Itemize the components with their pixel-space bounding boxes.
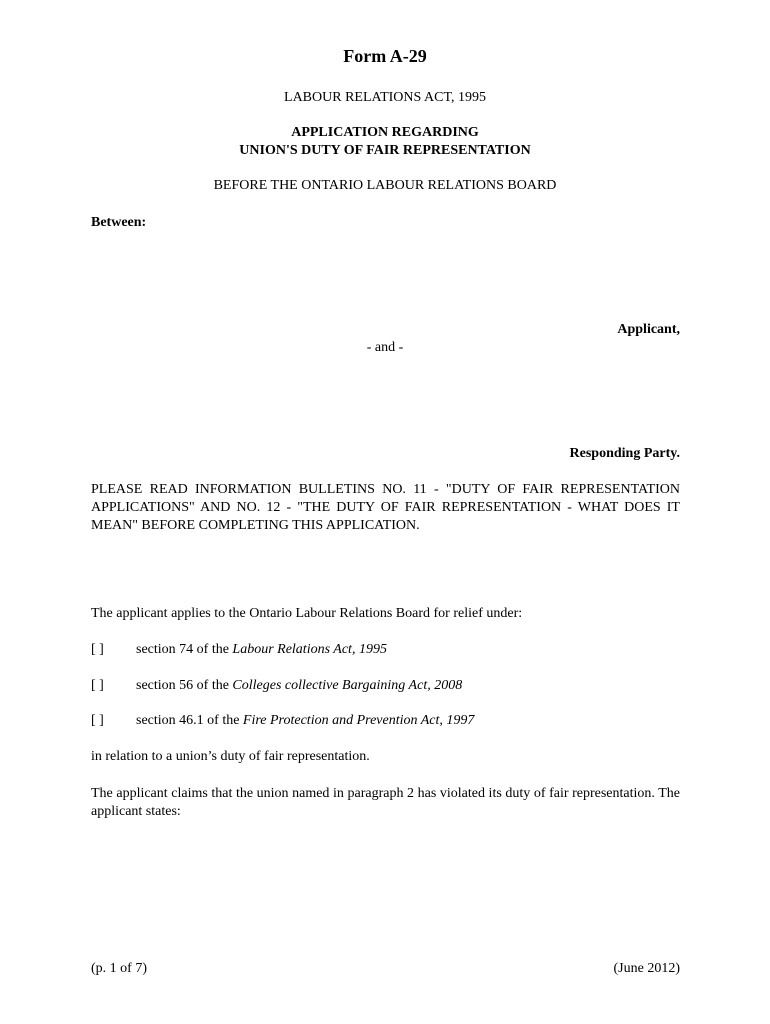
relief-option-1[interactable] xyxy=(91,642,691,658)
applicant-label: Applicant, xyxy=(617,322,680,337)
bulletin-notice: PLEASE READ INFORMATION BULLETINS NO. 11 - "DUTY OF FAIR REPRESENTATION APPLICATIONS" AND NO. 12 - "THE DUTY OF FAIR REPRESENTATION - WHAT DOES IT MEAN" BEFORE COMPLETING THIS APPLICATION. xyxy=(91,482,680,533)
checkbox-2[interactable]: [ ] xyxy=(91,678,104,693)
claims-paragraph: The applicant claims that the union named in paragraph 2 has violated its duty of fair representation. The applicant states: xyxy=(91,786,680,819)
responding-party-label: Responding Party. xyxy=(569,446,680,461)
option-1-prefix: section 74 of the xyxy=(136,642,233,657)
form-number: Form A-29 xyxy=(343,46,427,66)
board-line: BEFORE THE ONTARIO LABOUR RELATIONS BOARD xyxy=(213,178,557,193)
option-2-act: Colleges collective Bargaining Act, 2008 xyxy=(232,678,463,693)
page-number: (p. 1 of 7) xyxy=(91,961,147,976)
relief-intro: The applicant applies to the Ontario Labour Relations Board for relief under: xyxy=(91,606,523,621)
application-title-line-2: UNION'S DUTY OF FAIR REPRESENTATION xyxy=(239,143,531,158)
application-title-line-1: APPLICATION REGARDING xyxy=(291,125,479,140)
option-3-act: Fire Protection and Prevention Act, 1997 xyxy=(242,713,475,728)
checkbox-1[interactable]: [ ] xyxy=(91,642,104,657)
relief-option-2[interactable] xyxy=(91,678,691,694)
application-title xyxy=(0,124,770,160)
act-title: LABOUR RELATIONS ACT, 1995 xyxy=(284,90,486,105)
option-1-act: Labour Relations Act, 1995 xyxy=(232,642,387,657)
and-separator: - and - xyxy=(366,340,404,355)
relief-relation: in relation to a union’s duty of fair representation. xyxy=(91,749,370,764)
relief-option-3[interactable] xyxy=(91,713,691,729)
checkbox-3[interactable]: [ ] xyxy=(91,713,104,728)
between-label: Between: xyxy=(91,215,147,230)
option-3-prefix: section 46.1 of the xyxy=(136,713,243,728)
option-2-prefix: section 56 of the xyxy=(136,678,233,693)
revision-date: (June 2012) xyxy=(613,961,680,976)
